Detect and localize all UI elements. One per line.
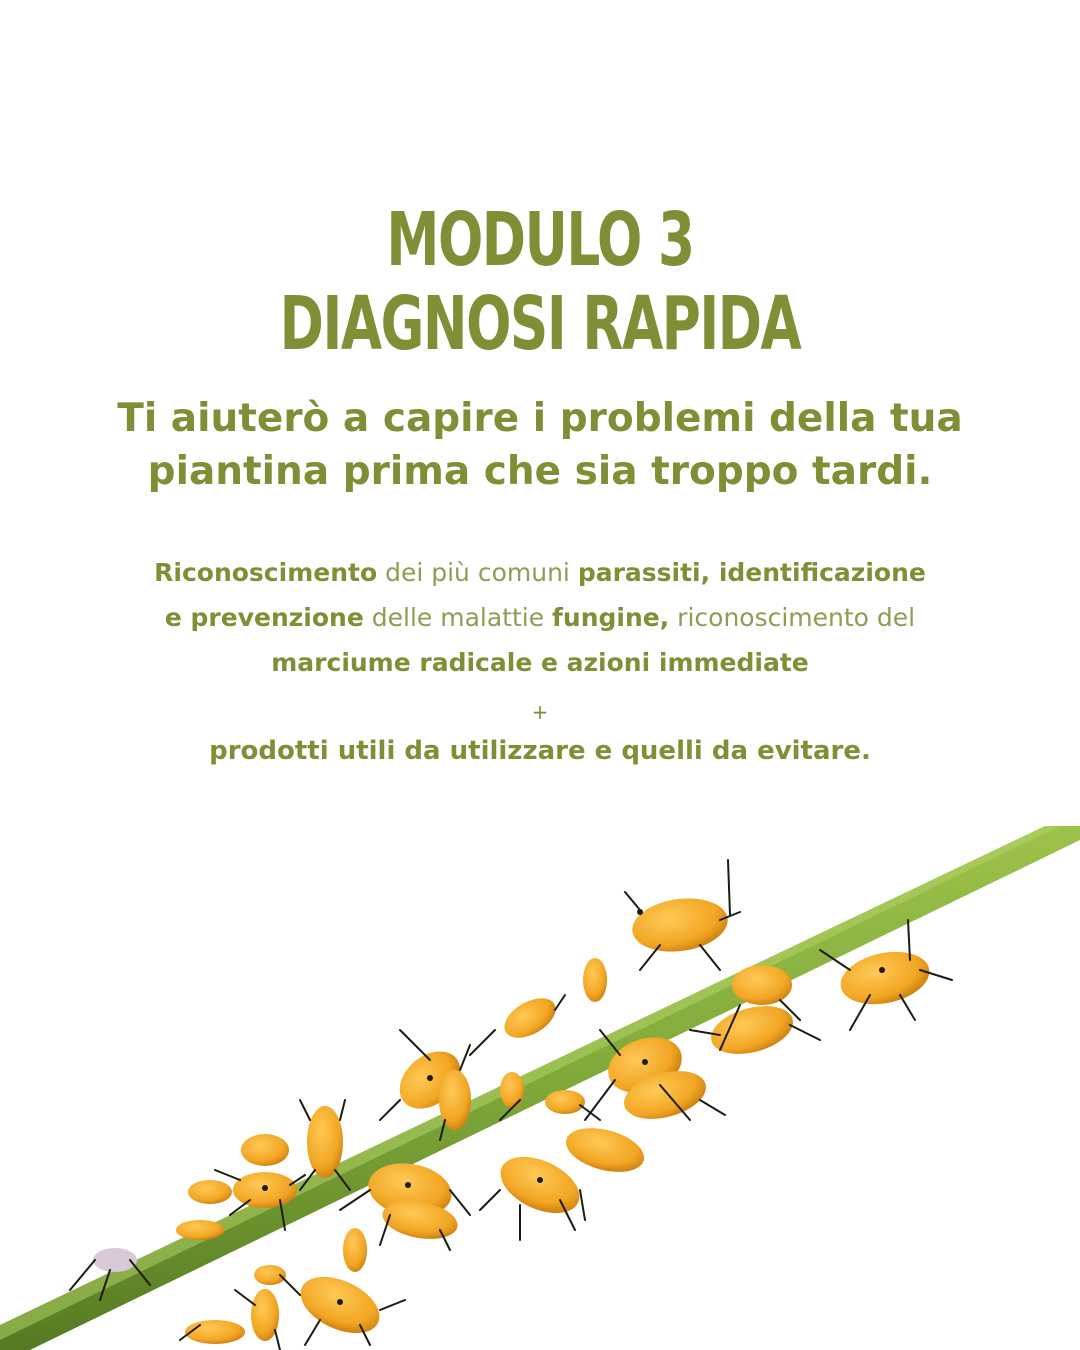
description-text-1: dei più comuni (377, 558, 578, 587)
description-bold-1: Riconoscimento (154, 558, 378, 587)
description (90, 550, 990, 685)
subtitle-line-1: Ti aiuterò a capire i problemi della tua (117, 396, 963, 441)
description-bold-3: e prevenzione (164, 603, 364, 632)
aphids-on-stem-image (0, 820, 1080, 1350)
description-bold-5: marciume radicale e azioni immediate (271, 648, 809, 677)
description-bold-2: parassiti, identificazione (577, 558, 926, 587)
subtitle-line-2: piantina prima che sia troppo tardi. (147, 449, 933, 494)
description-text-3: riconoscimento del (669, 603, 916, 632)
module-title-line-2: DIAGNOSI RAPIDA (279, 281, 801, 367)
subtitle (90, 392, 990, 498)
plus-sign: + (531, 700, 549, 724)
plant-stem (0, 826, 1080, 1350)
description-bold-4: fungine, (552, 603, 670, 632)
description-line-3 (90, 640, 990, 685)
module-title (151, 198, 929, 366)
description-line-2 (90, 595, 990, 640)
description-line-1 (90, 550, 990, 595)
module-title-line-1: MODULO 3 (386, 197, 694, 283)
products-line: prodotti utili da utilizzare e quelli da evitare. (209, 736, 871, 766)
description-text-2: delle malattie (363, 603, 553, 632)
